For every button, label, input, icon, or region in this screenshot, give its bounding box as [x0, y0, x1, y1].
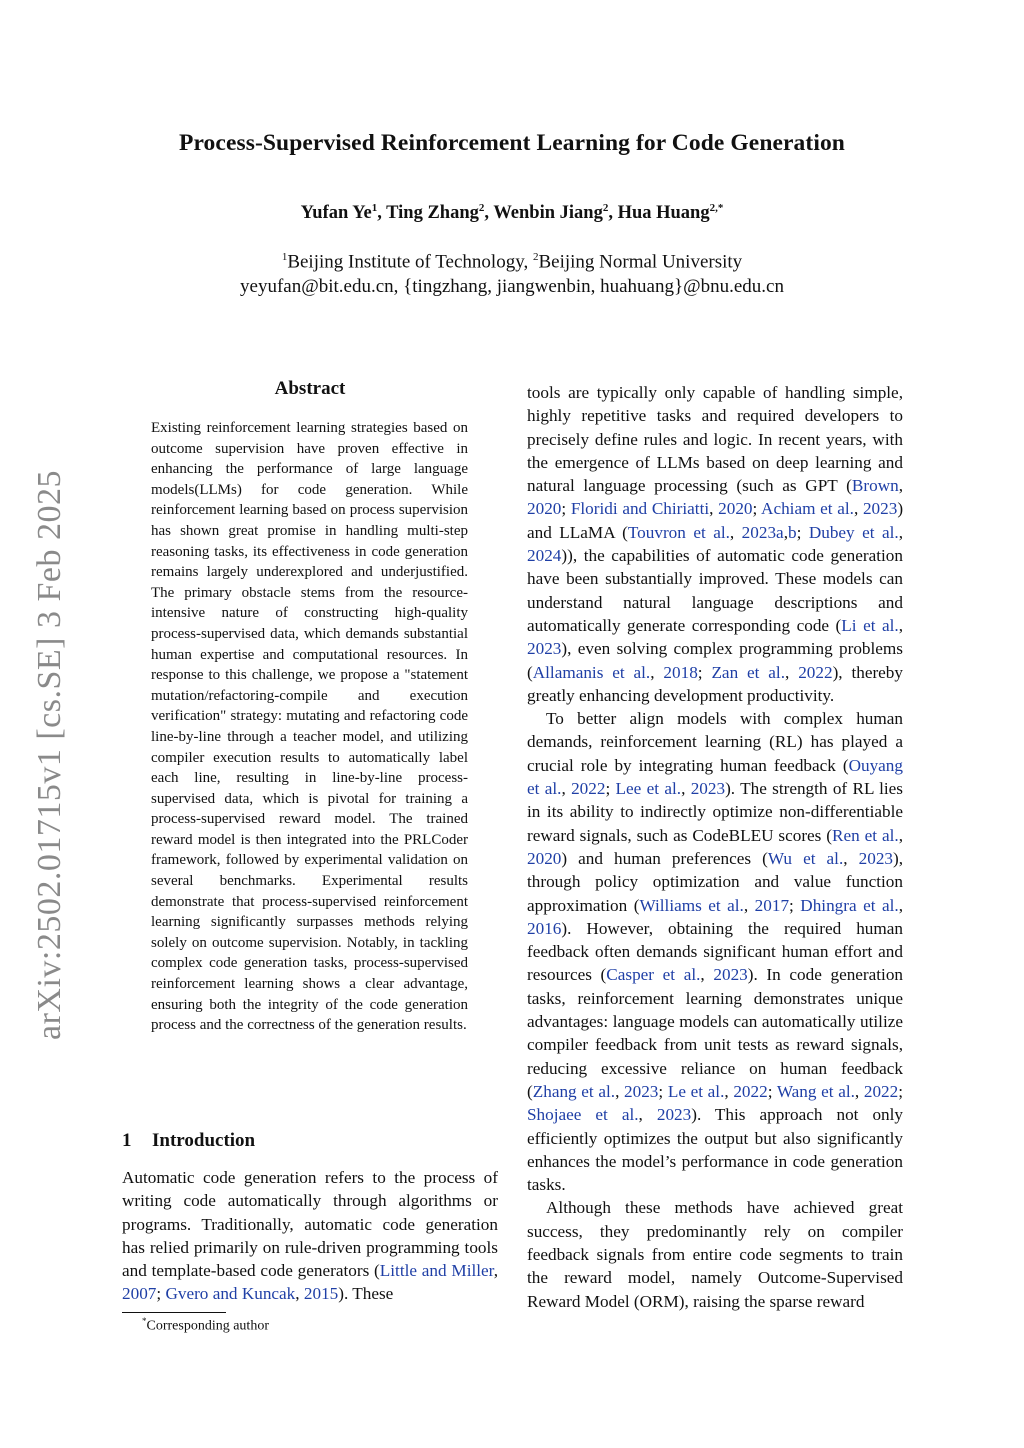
citation-link[interactable]: Zan et al. — [711, 662, 786, 682]
paragraph-text: , — [493, 1261, 498, 1281]
footnote — [142, 1316, 269, 1335]
paragraph-text: ), thereby greatly enhancing development productivity. — [527, 662, 903, 705]
citation-link[interactable]: 2023 — [527, 639, 562, 659]
citation-link[interactable]: 2023 — [690, 779, 726, 799]
author-mark: 2 — [602, 202, 609, 214]
citation-link[interactable]: 2017 — [754, 895, 790, 915]
author-list: Yufan Ye$^1$, Ting Zhang$^2$, Wenbin Jiang$^2$, Hua Huang$^{2,*}$ — [300, 202, 724, 224]
section-title: Introduction — [152, 1130, 256, 1151]
citation-link[interactable]: 2016 — [527, 918, 562, 938]
section-number: 1 — [122, 1130, 132, 1151]
abstract-text: Existing reinforcement learning strategies based on outcome supervision have proven effective in enhancing the performance of large language models(LLMs) for code generation. While reinforcement learning based on process supervision has shown great promise in handling multi-step reasoning tasks, its effectiveness in code generation remains largely underexplored and underjustified. The primary obstacle stems from the resource-intensive nature of constructing high-quality process-supervised data, which demands substantial human expertise and computational resources. In response to this challenge, we propose a "statement mutation/refactoring-compile and execution verification" strategy: mutating and refactoring code line-by-line through a teacher model, and utilizing compiler execution results to automatically label each line, resulting in line-by-line process-supervised data, which is pivotal for training a process-supervised reward model. The trained reward model is then integrated into the PRLCoder framework, followed by experimental validation on several benchmarks. Experimental results demonstrate that process-supervised reinforcement learning significantly surpasses methods relying solely on outcome supervision. Notably, in tackling complex code generation tasks, process-supervised reinforcement learning shows a clear advantage, ensuring both the integrity of the code generation process and the correctness of the generation results. — [151, 420, 468, 1034]
paragraph-text: ; — [156, 1284, 166, 1304]
citation-link[interactable]: 2015 — [303, 1284, 339, 1304]
paper-title: Process-Supervised Reinforcement Learning for Code Generation — [179, 130, 845, 156]
citation-link[interactable]: Ren et al. — [832, 825, 899, 845]
citation-link[interactable]: Floridi and Chiriatti — [570, 499, 710, 519]
paragraph-text: ), through policy optimization and value function approximation ( — [527, 848, 904, 915]
citation-link[interactable]: 2024 — [527, 546, 562, 566]
paragraph-text: )), the capabilities of automatic code generation have been substantially improved. These models can understand natural language descriptions and automatically generate corresponding code ( — [527, 546, 903, 635]
author-mark: 2,* — [709, 202, 724, 214]
affiliation-mark: 2 — [532, 251, 539, 263]
citation-link[interactable]: 2023 — [858, 848, 893, 868]
citation-link[interactable]: Achiam et al. — [761, 499, 854, 519]
citation-link[interactable]: 2020 — [527, 499, 562, 519]
citation-link[interactable]: Wu et al. — [767, 848, 844, 868]
paragraph-text: , — [700, 965, 714, 985]
intro-paragraph — [527, 707, 903, 1196]
paragraph-text: , — [898, 615, 903, 635]
citation-link[interactable]: Brown — [851, 476, 899, 496]
citation-link[interactable]: 2018 — [663, 662, 698, 682]
citation-link[interactable]: 2022 — [863, 1081, 899, 1101]
paragraph-text: , — [709, 499, 719, 519]
citation-link[interactable]: Shojaee et al. — [527, 1105, 639, 1125]
paragraph-text: ). The strength of RL lies in its ability to indirectly optimize non-differentiable reward signals, such as CodeBLEU scores ( — [527, 779, 903, 845]
footnote-mark: * — [142, 1316, 147, 1326]
paragraph-text: ), even solving complex programming problems ( — [527, 639, 903, 682]
paragraph-text: ; — [605, 779, 616, 799]
citation-link[interactable]: 2023 — [862, 499, 898, 519]
paragraph-text: , — [843, 848, 859, 868]
paragraph-text: , — [898, 522, 903, 542]
citation-link[interactable]: Allamanis et al. — [532, 662, 651, 682]
paragraph-text: , — [785, 662, 799, 682]
paragraph-text: Although these methods have achieved great success, they predominantly rely on compiler feedback signals from entire code segments to train the reward model, namely Outcome-Supervised Reward Model (ORM), raising the sparse reward — [527, 1198, 903, 1311]
paragraph-text: , — [898, 825, 903, 845]
author-emails: yeyufan@bit.edu.cn, {tingzhang, jiangwenbin, huahuang}@bnu.edu.cn — [240, 276, 784, 297]
citation-link[interactable]: 2023 — [656, 1105, 692, 1125]
author-name: Wenbin Jiang — [493, 203, 603, 224]
author-name: Ting Zhang — [386, 203, 479, 224]
citation-link[interactable]: Williams et al. — [639, 895, 744, 915]
intro-paragraph-left — [122, 1166, 498, 1306]
paragraph-text: , — [783, 522, 788, 542]
abstract-heading: Abstract — [274, 378, 346, 399]
citation-link[interactable]: 2022 — [733, 1081, 768, 1101]
citation-link[interactable]: 2023a — [741, 522, 784, 542]
paragraph-text: ). These — [338, 1284, 394, 1304]
paragraph-text: , — [898, 895, 903, 915]
citation-link[interactable]: Lee et al. — [615, 779, 682, 799]
paragraph-text: , — [729, 522, 742, 542]
citation-link[interactable]: Casper et al. — [606, 965, 701, 985]
citation-link[interactable]: Li et al. — [841, 615, 899, 635]
affiliations — [0, 251, 1024, 273]
paragraph-text: To better align models with complex human demands, reinforcement learning (RL) has played a crucial role by integrating human feedback ( — [527, 709, 903, 775]
author-mark: 2 — [478, 202, 485, 214]
citation-link[interactable]: Wang et al. — [776, 1081, 855, 1101]
paragraph-text: ; — [752, 499, 762, 519]
paragraph-text: , — [638, 1105, 657, 1125]
author-mark: 1 — [371, 202, 378, 214]
citation-link[interactable]: Little and Miller — [379, 1261, 494, 1281]
author-name: Yufan Ye — [300, 203, 372, 224]
paragraph-text: , — [743, 895, 755, 915]
paragraph-text: , — [898, 476, 903, 496]
citation-link[interactable]: Touvron et al. — [627, 522, 730, 542]
paragraph-text: , — [853, 499, 863, 519]
paragraph-text: ) and human preferences ( — [561, 848, 768, 868]
paragraph-text: ; — [697, 662, 712, 682]
citation-link[interactable]: 2023 — [713, 965, 748, 985]
author-name: Hua Huang — [617, 203, 710, 224]
right-column — [527, 381, 903, 1313]
paragraph-text: ; — [898, 1081, 904, 1101]
paragraph-text: , — [650, 662, 664, 682]
paragraph-text: , — [561, 779, 572, 799]
paragraph-text: ). In code generation tasks, reinforcement learning demonstrates unique advantages: language models can automatically utilize compiler feedback from unit tests as reward signals, reducing excessive reliance on human feedback ( — [527, 965, 904, 1101]
paragraph-text: ; — [561, 499, 571, 519]
citation-link[interactable]: Dubey et al. — [808, 522, 899, 542]
citation-link[interactable]: 2022 — [571, 779, 606, 799]
paragraph-text: ; — [658, 1081, 668, 1101]
intro-paragraph — [527, 1196, 903, 1312]
paragraph-text: ; — [789, 895, 801, 915]
footnote-text: Corresponding author — [146, 1318, 269, 1334]
citation-link[interactable]: 2022 — [798, 662, 833, 682]
citation-link[interactable]: Zhang et al. — [532, 1081, 616, 1101]
paragraph-text: ; — [767, 1081, 777, 1101]
citation-link[interactable]: Le et al. — [667, 1081, 725, 1101]
citation-link[interactable]: 2023 — [624, 1081, 659, 1101]
paragraph-text: , — [295, 1284, 304, 1304]
affiliation-name: Beijing Institute of Technology, — [287, 251, 533, 273]
paragraph-text: ). However, obtaining the required human feedback often demands significant human effort and resources ( — [527, 918, 903, 985]
citation-link[interactable]: Ouyang et al. — [527, 755, 903, 799]
section-heading — [122, 1130, 255, 1152]
citation-link[interactable]: 2020 — [527, 848, 562, 868]
citation-link[interactable]: Gvero and Kuncak — [165, 1284, 296, 1304]
paragraph-text: , — [681, 779, 691, 799]
citation-link[interactable]: 2007 — [122, 1284, 157, 1304]
paragraph-text: , — [724, 1081, 734, 1101]
footnote-rule — [122, 1312, 226, 1313]
paragraph-text: ; — [796, 522, 809, 542]
paragraph-text: , — [854, 1081, 864, 1101]
paragraph-text: Automatic code generation refers to the process of writing code automatically through algorithms or programs. Traditionally, automatic code generation has relied primarily on rule-driven programming tools and template-based code generators ( — [122, 1168, 498, 1281]
citation-link[interactable]: b — [787, 522, 797, 542]
affiliation-mark: 1 — [281, 251, 288, 263]
citation-link[interactable]: Dhingra et al. — [800, 895, 899, 915]
arxiv-stamp: arXiv:2502.01715v1 [cs.SE] 3 Feb 2025 — [31, 469, 68, 1040]
paragraph-text: ). This approach not only efficiently optimizes the output but also significantly enhances the model’s performance in code generation tasks. — [527, 1105, 904, 1195]
paragraph-text: tools are typically only capable of handling simple, highly repetitive tasks and required developers to precisely define rules and logic. In recent years, with the emergence of LLMs based on deep learning and natural language processing (such as GPT ( — [527, 383, 903, 496]
paragraph-text: , — [615, 1081, 625, 1101]
intro-paragraph — [527, 381, 903, 707]
affiliation-name: Beijing Normal University — [538, 251, 743, 273]
citation-link[interactable]: 2020 — [718, 499, 753, 519]
paragraph-text: ) and LLaMA ( — [527, 499, 904, 542]
